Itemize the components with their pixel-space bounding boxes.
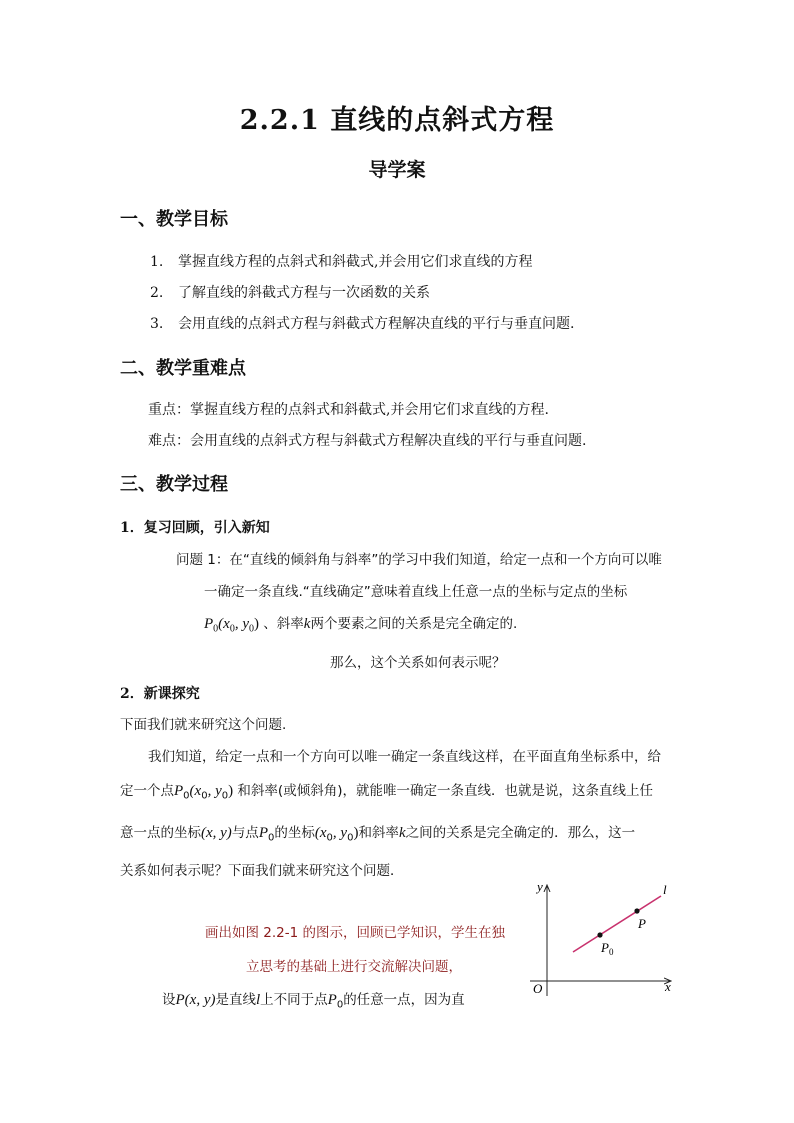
paragraph-line4: 关系如何表示呢？下面我们就来研究这个问题． [120, 863, 404, 879]
list-item [150, 313, 574, 333]
list-text: 会用直线的点斜式方程与斜截式方程解决直线的平行与垂直问题. [178, 316, 575, 332]
list-item [150, 251, 532, 271]
line-l [573, 896, 661, 952]
point-P [634, 908, 639, 913]
list-number: 3. [150, 316, 164, 332]
point-P-label: P [638, 916, 646, 931]
question1-line1: 问题 1：在“直线的倾斜角与斜率”的学习中我们知道，给定一点和一个方向可以唯 [176, 552, 662, 568]
subsection-review: 1．复习回顾，引入新知 [120, 520, 270, 536]
point-P0 [597, 932, 602, 937]
question1-line2: 一确定一条直线.“直线确定”意味着直线上任意一点的坐标与定点的坐标 [204, 584, 628, 600]
section1-heading: 一、教学目标 [120, 209, 228, 230]
difficult-point: 难点：会用直线的点斜式方程与斜截式方程解决直线的平行与垂直问题. [148, 433, 587, 449]
list-text: 了解直线的斜截式方程与一次函数的关系 [178, 285, 430, 301]
paragraph-intro: 下面我们就来研究这个问题. [120, 717, 287, 733]
question1-line4: 那么，这个关系如何表示呢？ [330, 655, 506, 671]
list-text: 掌握直线方程的点斜式和斜截式,并会用它们求直线的方程 [178, 254, 533, 270]
coordinate-figure [525, 878, 685, 1003]
question1-line3: $P_0(x_0$, $y_0$) 、斜率k两个要素之间的关系是完全确定的. [204, 616, 518, 635]
point-P0-label: $P_0$ [601, 940, 614, 957]
paragraph-line3: 意一点的坐标(x, y)与点$P_0$的坐标($x_0$, $y_0$)和斜率k之间的关系是完全确定的．那么，这一 [120, 825, 636, 844]
teaching-note-line1: 画出如图 2.2-1 的图示，回顾已学知识，学生在独 [205, 925, 506, 941]
key-point: 重点：掌握直线方程的点斜式和斜截式,并会用它们求直线的方程. [148, 402, 549, 418]
paragraph-last-line: 设P(x, y)是直线l上不同于点$P_0$的任意一点，因为直 [162, 992, 465, 1011]
doc-subtitle: 导学案 [368, 159, 426, 181]
x-axis-label: x [665, 979, 671, 994]
origin-label: O [533, 981, 543, 996]
section2-heading: 二、教学重难点 [120, 358, 246, 379]
list-number: 2. [150, 285, 164, 301]
list-item [150, 282, 430, 302]
paragraph-line2: 定一个点$P_0(x_0$, $y_0$) 和斜率(或倾斜角)，就能唯一确定一条直线．也就是说，这条直线上任 [120, 783, 653, 802]
subsection-explore: 2．新课探究 [120, 686, 200, 702]
list-number: 1. [150, 254, 164, 270]
paragraph-line1: 我们知道，给定一点和一个方向可以唯一确定一条直线这样，在平面直角坐标系中，给 [148, 749, 661, 765]
teaching-note-line2: 立思考的基础上进行交流解决问题， [246, 959, 462, 975]
line-l-label: l [663, 882, 667, 897]
y-axis-label: y [537, 879, 543, 894]
section3-heading: 三、教学过程 [120, 474, 228, 495]
doc-title: 2.2.1 直线的点斜式方程 [239, 105, 555, 136]
